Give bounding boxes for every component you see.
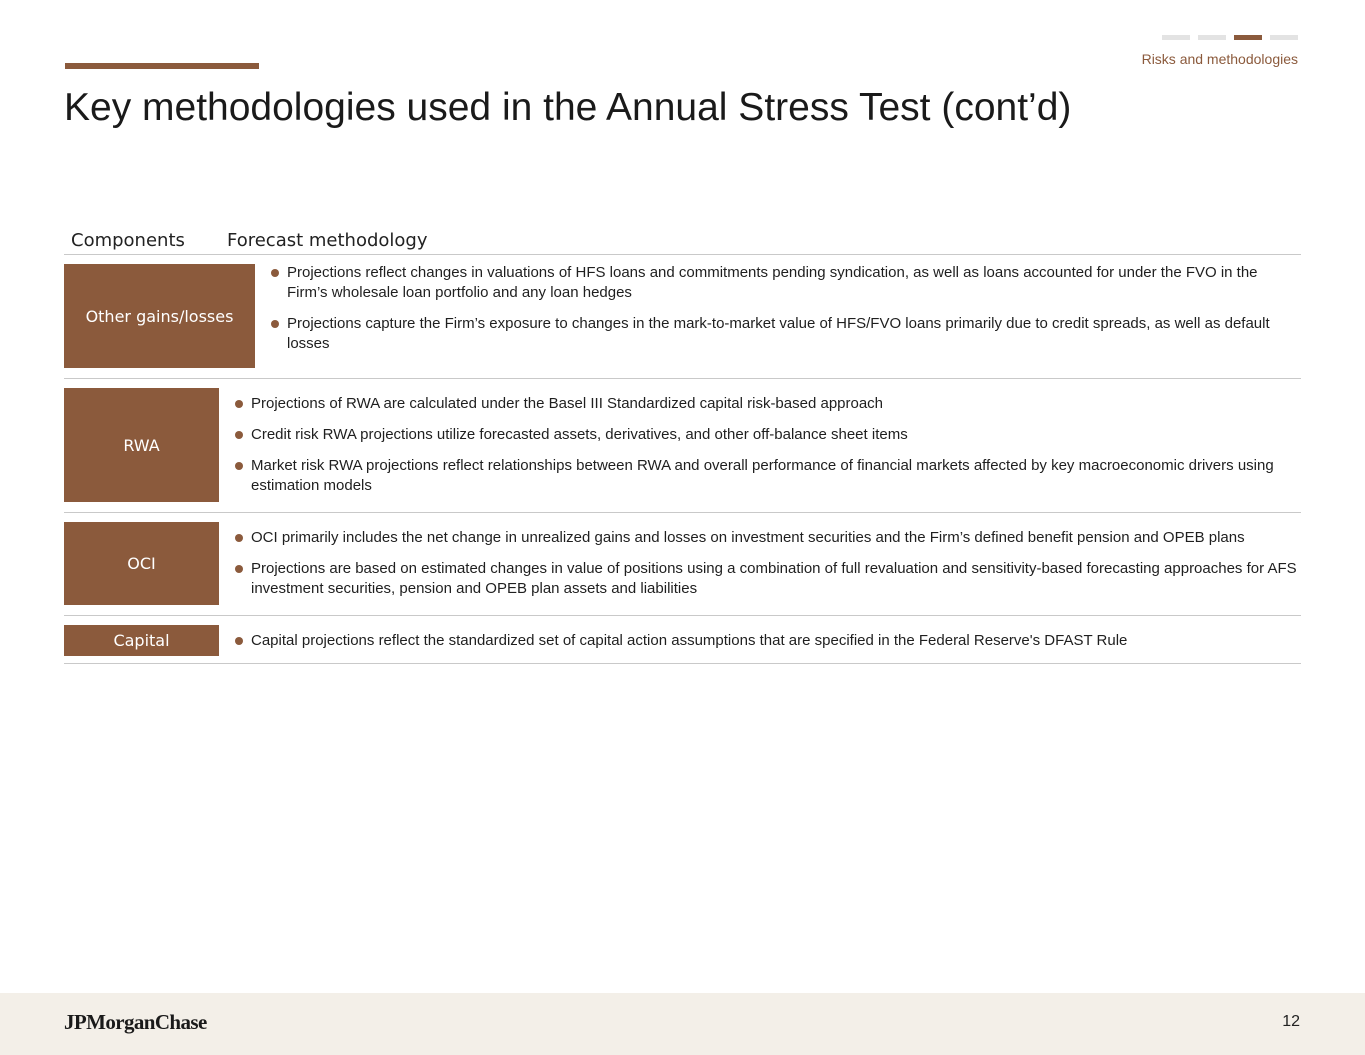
- list-item: Projections capture the Firm’s exposure to changes in the mark-to-market value of HFS/FVO loans primarily due to credit spreads, as well as default losses: [271, 314, 1301, 354]
- company-logo: JPMorganChase: [64, 1010, 207, 1034]
- bullet-list: [255, 263, 1301, 368]
- progress-dash: [1198, 35, 1226, 40]
- bullet-list: [219, 528, 1301, 605]
- list-item: Projections reflect changes in valuations of HFS loans and commitments pending syndication, as well as loans accounted for under the FVO in the Firm’s wholesale loan portfolio and any loan hedges: [271, 263, 1301, 303]
- table-row: [64, 513, 1301, 616]
- table-row: [64, 379, 1301, 513]
- page-number: 12: [1282, 1013, 1300, 1030]
- progress-dash: [1162, 35, 1190, 40]
- progress-dash: [1270, 35, 1298, 40]
- component-label: Capital: [64, 625, 219, 656]
- page-title: Key methodologies used in the Annual Stress Test (cont’d): [64, 86, 1072, 129]
- components-header: Components: [71, 230, 185, 251]
- bullet-list: [219, 631, 1301, 656]
- component-label: RWA: [64, 388, 219, 502]
- list-item: Credit risk RWA projections utilize forecasted assets, derivatives, and other off-balance sheet items: [235, 425, 1301, 445]
- component-label: Other gains/losses: [64, 264, 255, 368]
- component-label: OCI: [64, 522, 219, 605]
- bullet-list: [219, 394, 1301, 502]
- list-item: Projections of RWA are calculated under the Basel III Standardized capital risk-based approach: [235, 394, 1301, 414]
- title-accent-bar: [65, 63, 259, 69]
- section-progress: [1162, 35, 1298, 40]
- progress-dash-active: [1234, 35, 1262, 40]
- section-label: Risks and methodologies: [1141, 51, 1298, 67]
- list-item: Market risk RWA projections reflect relationships between RWA and overall performance of financial markets affected by key macroeconomic drivers using estimation models: [235, 456, 1301, 496]
- methodology-table: [64, 226, 1301, 664]
- methodology-header: Forecast methodology: [227, 230, 428, 251]
- table-header: [64, 226, 1301, 255]
- table-row: [64, 255, 1301, 379]
- list-item: OCI primarily includes the net change in unrealized gains and losses on investment securities and the Firm’s defined benefit pension and OPEB plans: [235, 528, 1301, 548]
- list-item: Capital projections reflect the standardized set of capital action assumptions that are specified in the Federal Reserve's DFAST Rule: [235, 631, 1301, 651]
- footer: [0, 993, 1365, 1055]
- table-row: [64, 616, 1301, 664]
- list-item: Projections are based on estimated changes in value of positions using a combination of full revaluation and sensitivity-based forecasting approaches for AFS investment securities, pension and OPEB plan assets and liabilities: [235, 559, 1301, 599]
